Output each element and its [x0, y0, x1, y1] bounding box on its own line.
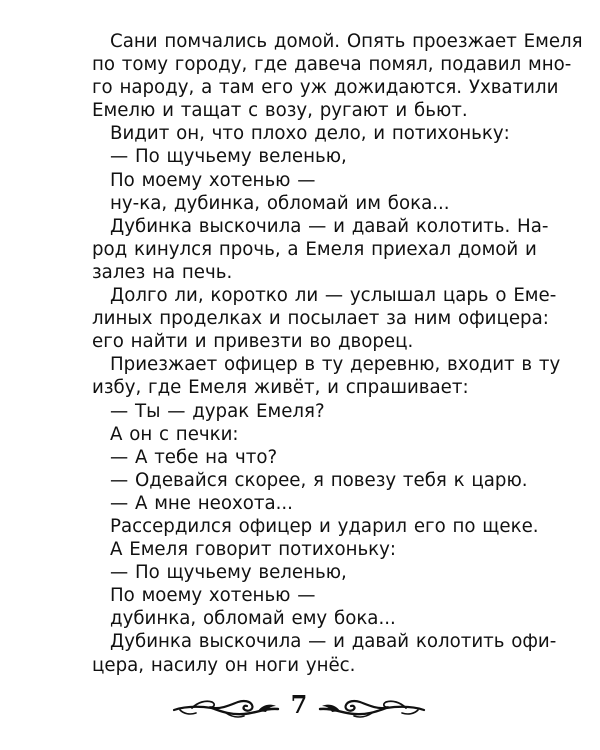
page-footer — [0, 688, 600, 728]
text-line: По моему хотенью — — [110, 169, 316, 191]
text-line: Емелю и тащат с возу, ругают и бьют. — [92, 100, 468, 122]
text-line: род кинулся прочь, а Емеля приехал домой и — [92, 238, 537, 260]
story-text — [92, 30, 583, 677]
text-line: ну-ка, дубинка, обломай им бока... — [110, 192, 450, 214]
text-line: Приезжает офицер в ту деревню, входит в ту — [110, 354, 561, 376]
text-line: по тому городу, где давеча помял, подавил мно- — [92, 54, 572, 76]
page-number: 7 — [290, 690, 308, 719]
ornament-flourish-left-icon — [172, 696, 280, 720]
text-line: — По щучьему веленью, — [110, 562, 347, 584]
text-line: — По щучьему веленью, — [110, 146, 347, 168]
text-line: избу, где Емеля живёт, и спрашивает: — [92, 377, 469, 399]
text-line: Рассердился офицер и ударил его по щеке. — [110, 515, 539, 537]
text-line: — А тебе на что? — [110, 446, 278, 468]
text-line: его найти и привезти во дворец. — [92, 331, 414, 353]
text-line: Долго ли, коротко ли — услышал царь о Еме- — [110, 285, 557, 307]
text-line: дубинка, обломай ему бока... — [110, 608, 396, 630]
text-line: А Емеля говорит потихоньку: — [110, 539, 397, 561]
text-line: — А мне неохота... — [110, 492, 293, 514]
text-line: — Ты — дурак Емеля? — [110, 400, 325, 422]
text-line: Видит он, что плохо дело, и потихоньку: — [110, 123, 510, 145]
text-line: цера, насилу он ноги унёс. — [92, 654, 356, 676]
text-line: — Одевайся скорее, я повезу тебя к царю. — [110, 469, 528, 491]
text-line: А он с печки: — [110, 423, 239, 445]
text-line: Сани помчались домой. Опять проезжает Емеля — [110, 31, 583, 52]
ornament-flourish-right-icon — [318, 696, 426, 720]
text-line: Дубинка выскочила — и давай колотить. На- — [110, 215, 549, 237]
text-line: залез на печь. — [92, 261, 233, 283]
text-line: го народу, а там его уж дожидаются. Ухватили — [92, 77, 559, 99]
text-line: По моему хотенью — — [110, 585, 316, 607]
text-line: линых проделках и посылает за ним офицера: — [92, 308, 549, 330]
text-line: Дубинка выскочила — и давай колотить офи- — [110, 631, 557, 653]
